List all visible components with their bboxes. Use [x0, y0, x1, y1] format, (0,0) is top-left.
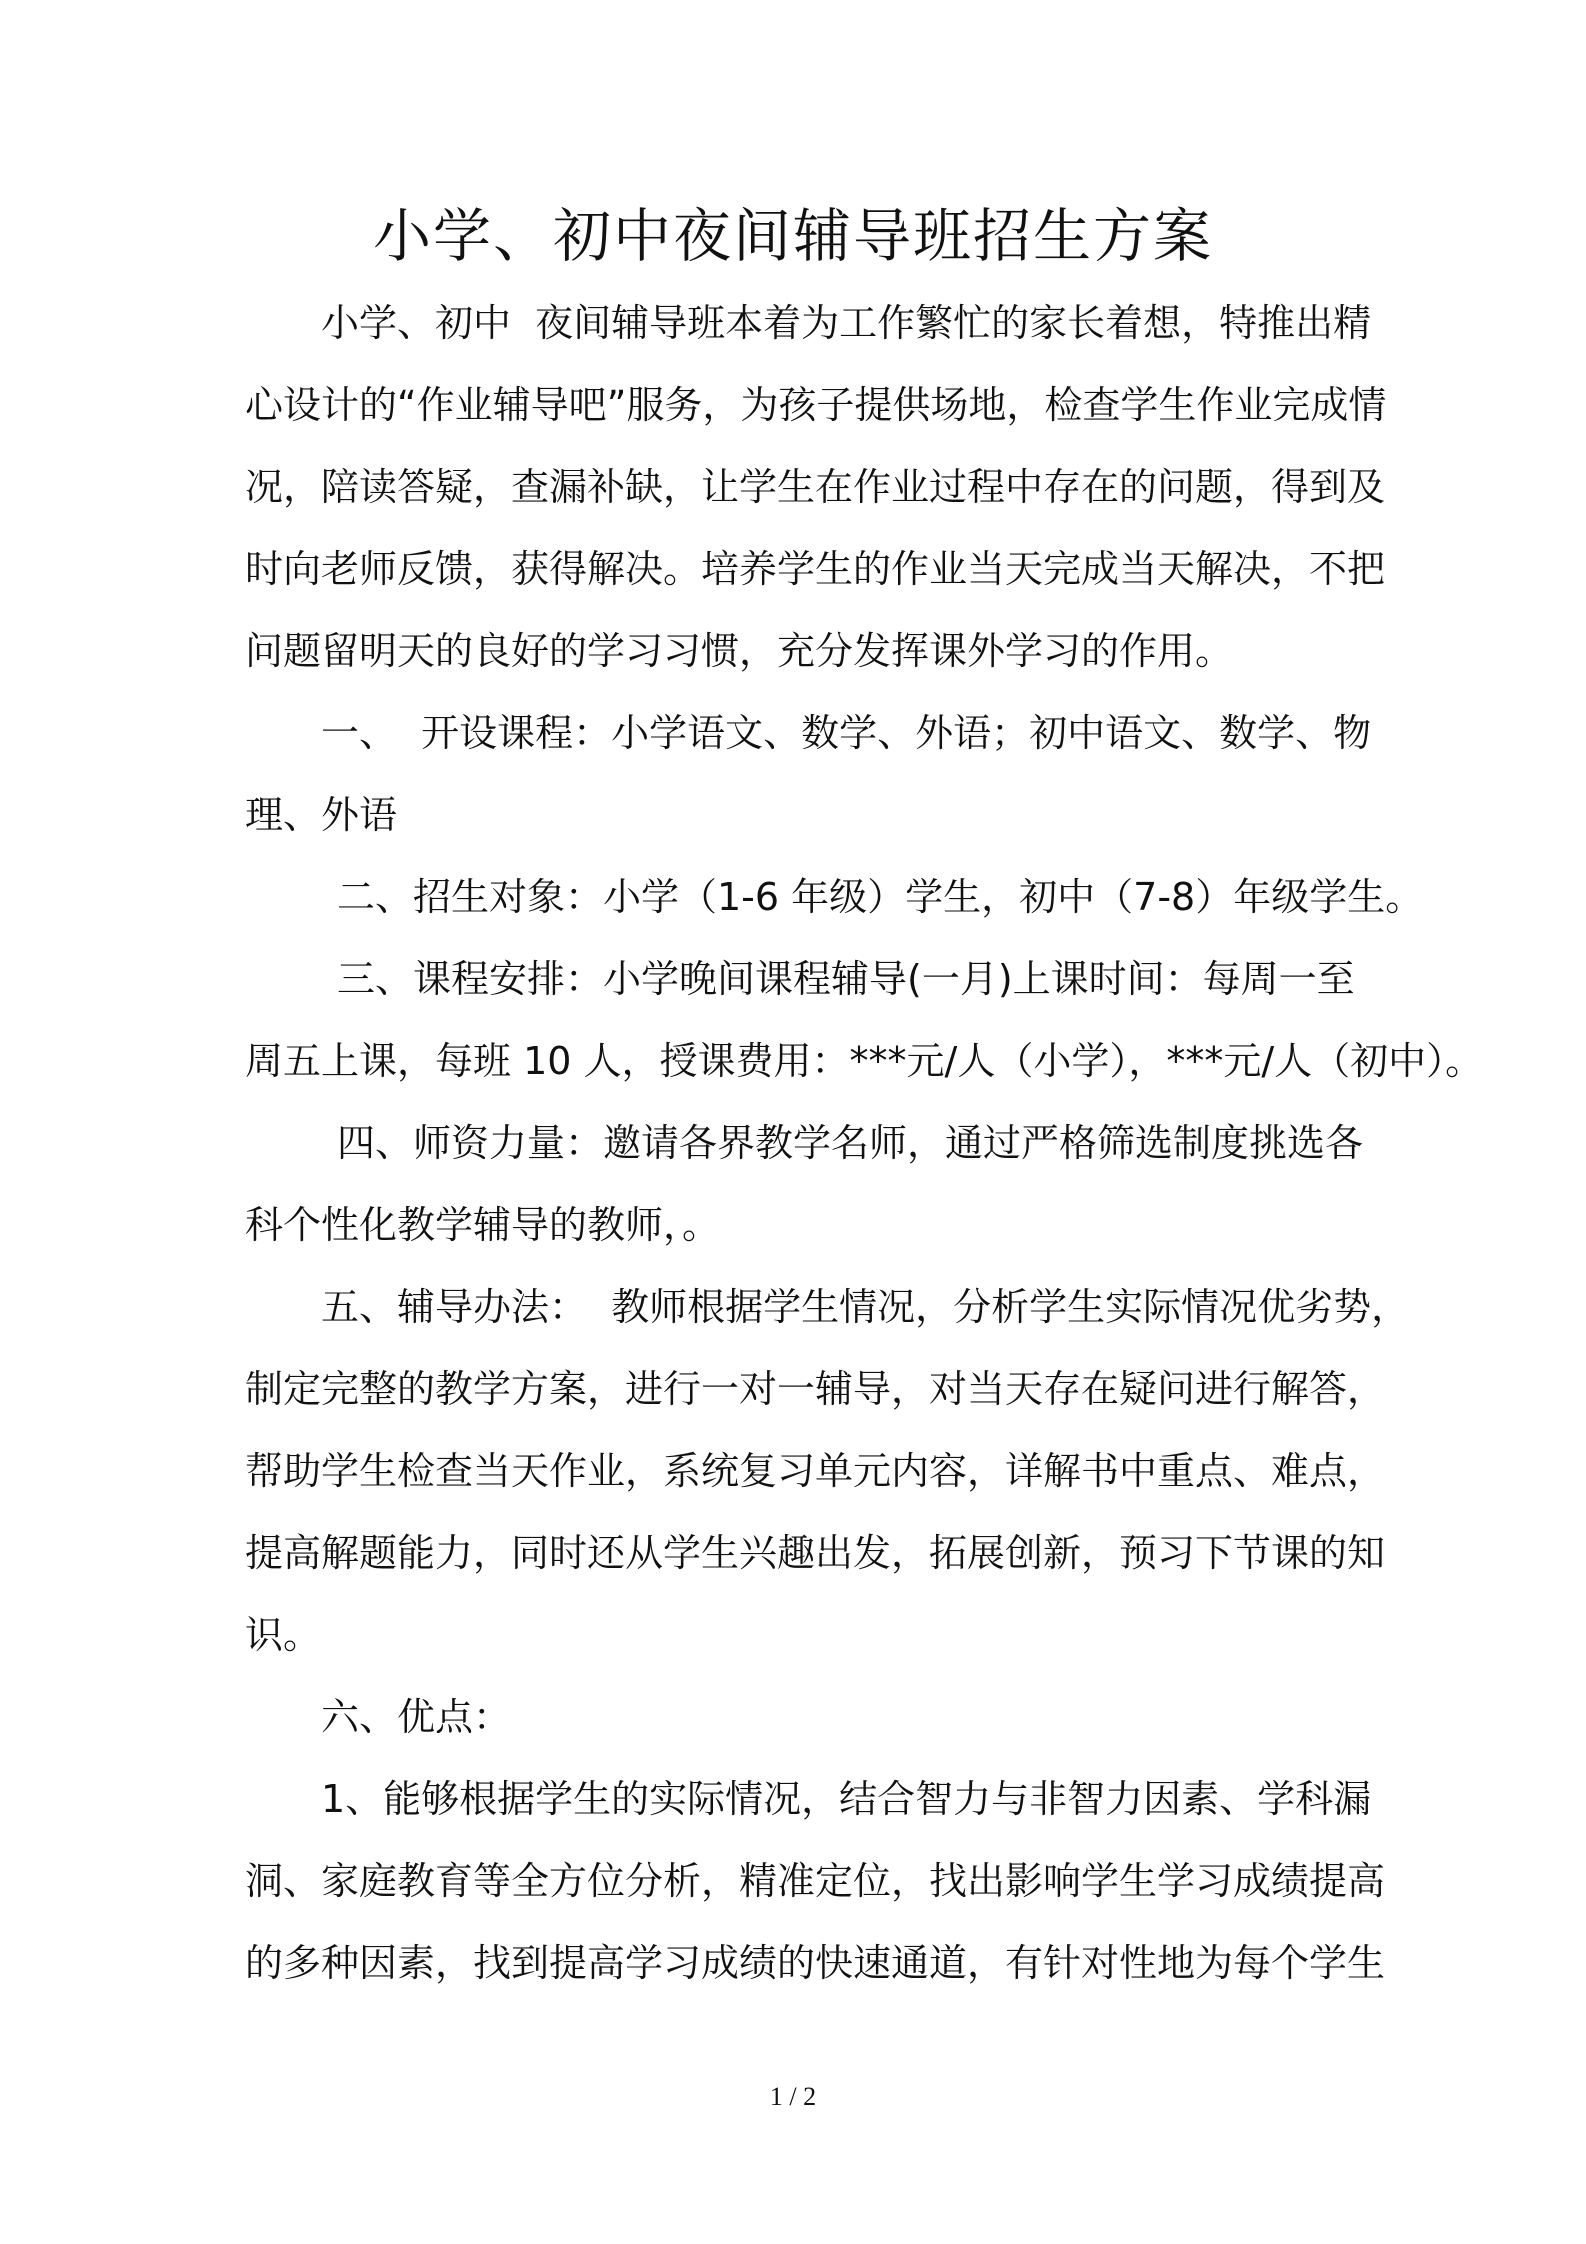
text-line: 1、能够根据学生的实际情况，结合智力与非智力因素、学科漏 — [321, 1777, 1372, 1821]
text-line: 理、外语 — [245, 793, 398, 837]
text-line: 二、招生对象：小学（1-6 年级）学生，初中（7-8）年级学生。 — [337, 875, 1424, 919]
text-line: 况，陪读答疑，查漏补缺，让学生在作业过程中存在的问题，得到及 — [245, 465, 1386, 509]
text-line: 问题留明天的良好的学习习惯，充分发挥课外学习的作用。 — [245, 629, 1234, 673]
text-line: 的多种因素，找到提高学习成绩的快速通道，有针对性地为每个学生 — [245, 1941, 1386, 1985]
text-line: 三、课程安排：小学晚间课程辅导(一月)上课时间：每周一至 — [337, 957, 1355, 1001]
text-line: 科个性化教学辅导的教师，。 — [245, 1203, 721, 1247]
page-number: 1 / 2 — [769, 2082, 817, 2111]
text-line: 帮助学生检查当天作业，系统复习单元内容，详解书中重点、难点， — [245, 1449, 1386, 1493]
text-line: 一、 开设课程：小学语文、数学、外语；初中语文、数学、物 — [321, 711, 1372, 755]
text-line: 提高解题能力，同时还从学生兴趣出发，拓展创新，预习下节课的知 — [245, 1531, 1386, 1575]
text-line: 识。 — [245, 1613, 322, 1657]
text-line: 制定完整的教学方案，进行一对一辅导，对当天存在疑问进行解答， — [245, 1367, 1386, 1411]
text-line: 五、辅导办法： 教师根据学生情况，分析学生实际情况优劣势， — [321, 1285, 1410, 1329]
text-line: 六、优点： — [321, 1695, 512, 1739]
text-line: 周五上课，每班 10 人，授课费用：***元/人（小学），***元/人（初中）。 — [245, 1039, 1484, 1083]
text-line: 洞、家庭教育等全方位分析，精准定位，找出影响学生学习成绩提高 — [245, 1859, 1386, 1903]
text-line: 小学、初中 夜间辅导班本着为工作繁忙的家长着想，特推出精 — [321, 301, 1372, 345]
page-title: 小学、初中夜间辅导班招生方案 — [372, 202, 1213, 270]
text-line: 时向老师反馈，获得解决。培养学生的作业当天完成当天解决，不把 — [245, 547, 1386, 591]
text-line: 四、师资力量：邀请各界教学名师，通过严格筛选制度挑选各 — [337, 1121, 1364, 1165]
document-body — [245, 282, 1484, 2004]
text-line: 心设计的“作业辅导吧”服务，为孩子提供场地，检查学生作业完成情 — [245, 383, 1387, 427]
